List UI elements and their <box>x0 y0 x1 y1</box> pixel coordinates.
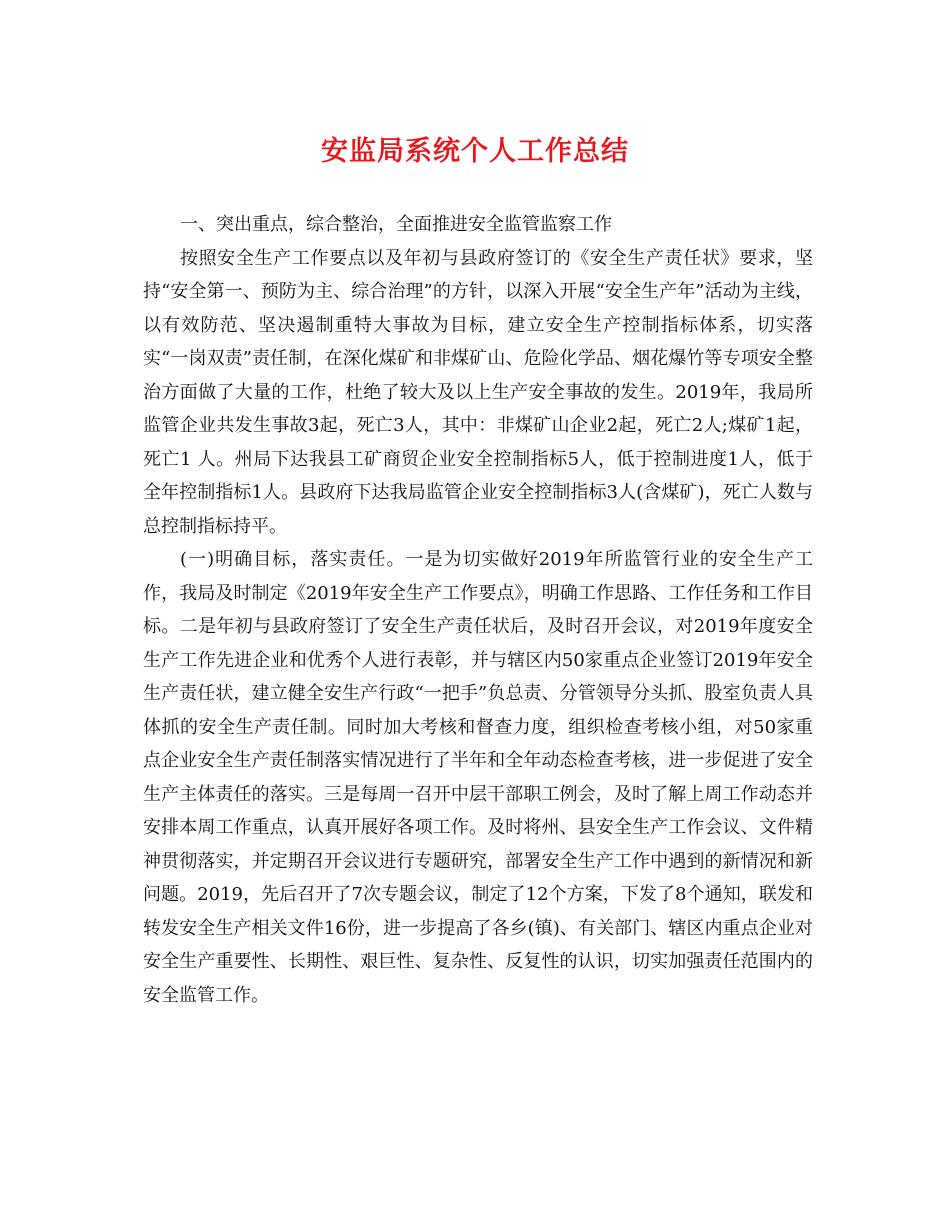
body-paragraph: 按照安全生产工作要点以及年初与县政府签订的《安全生产责任状》要求，坚持“安全第一、预防为主、综合治理”的方针，以深入开展“安全生产年”活动为主线，以有效防范、坚决遏制重特大事故为目标，建立安全生产控制指标体系，切实落实“一岗双责”责任制，在深化煤矿和非煤矿山、危险化学品、烟花爆竹等专项安全整治方面做了大量的工作，杜绝了较大及以上生产安全事故的发生。2019年，我局所监管企业共发生事故3起，死亡3人，其中：非煤矿山企业2起，死亡2人;煤矿1起，死亡1 人。州局下达我县工矿商贸企业安全控制指标5人，低于控制进度1人，低于全年控制指标1人。县政府下达我局监管企业安全控制指标3人(含煤矿)，死亡人数与总控制指标持平。 <box>143 247 813 537</box>
body-paragraph: (一)明确目标，落实责任。一是为切实做好2019年所监管行业的安全生产工作，我局及时制定《2019年安全生产工作要点》，明确工作思路、工作任务和工作目标。二是年初与县政府签订了安全生产责任状后，及时召开会议，对2019年度安全生产工作先进企业和优秀个人进行表彰，并与辖区内50家重点企业签订2019年安全生产责任状，建立健全安生产行政“一把手”负总责、分管领导分头抓、股室负责人具体抓的安全生产责任制。同时加大考核和督查力度，组织检查考核小组，对50家重点企业安全生产责任制落实情况进行了半年和全年动态检查考核，进一步促进了安全生产主体责任的落实。三是每周一召开中层干部职工例会，及时了解上周工作动态并安排本周工作重点，认真开展好各项工作。及时将州、县安全生产工作会议、文件精神贯彻落实，并定期召开会议进行专题研究，部署安全生产工作中遇到的新情况和新问题。2019，先后召开了7次专题会议，制定了12个方案，下发了8个通知，联发和转发安全生产相关文件16份，进一步提高了各乡(镇)、有关部门、辖区内重点企业对安全生产重要性、长期性、艰巨性、复杂性、反复性的认识，切实加强责任范围内的安全监管工作。 <box>143 549 813 1006</box>
section-heading: 一、突出重点，综合整治，全面推进安全监管监察工作 <box>180 214 612 235</box>
document-title: 安监局系统个人工作总结 <box>321 136 629 167</box>
document-body <box>143 208 813 1012</box>
